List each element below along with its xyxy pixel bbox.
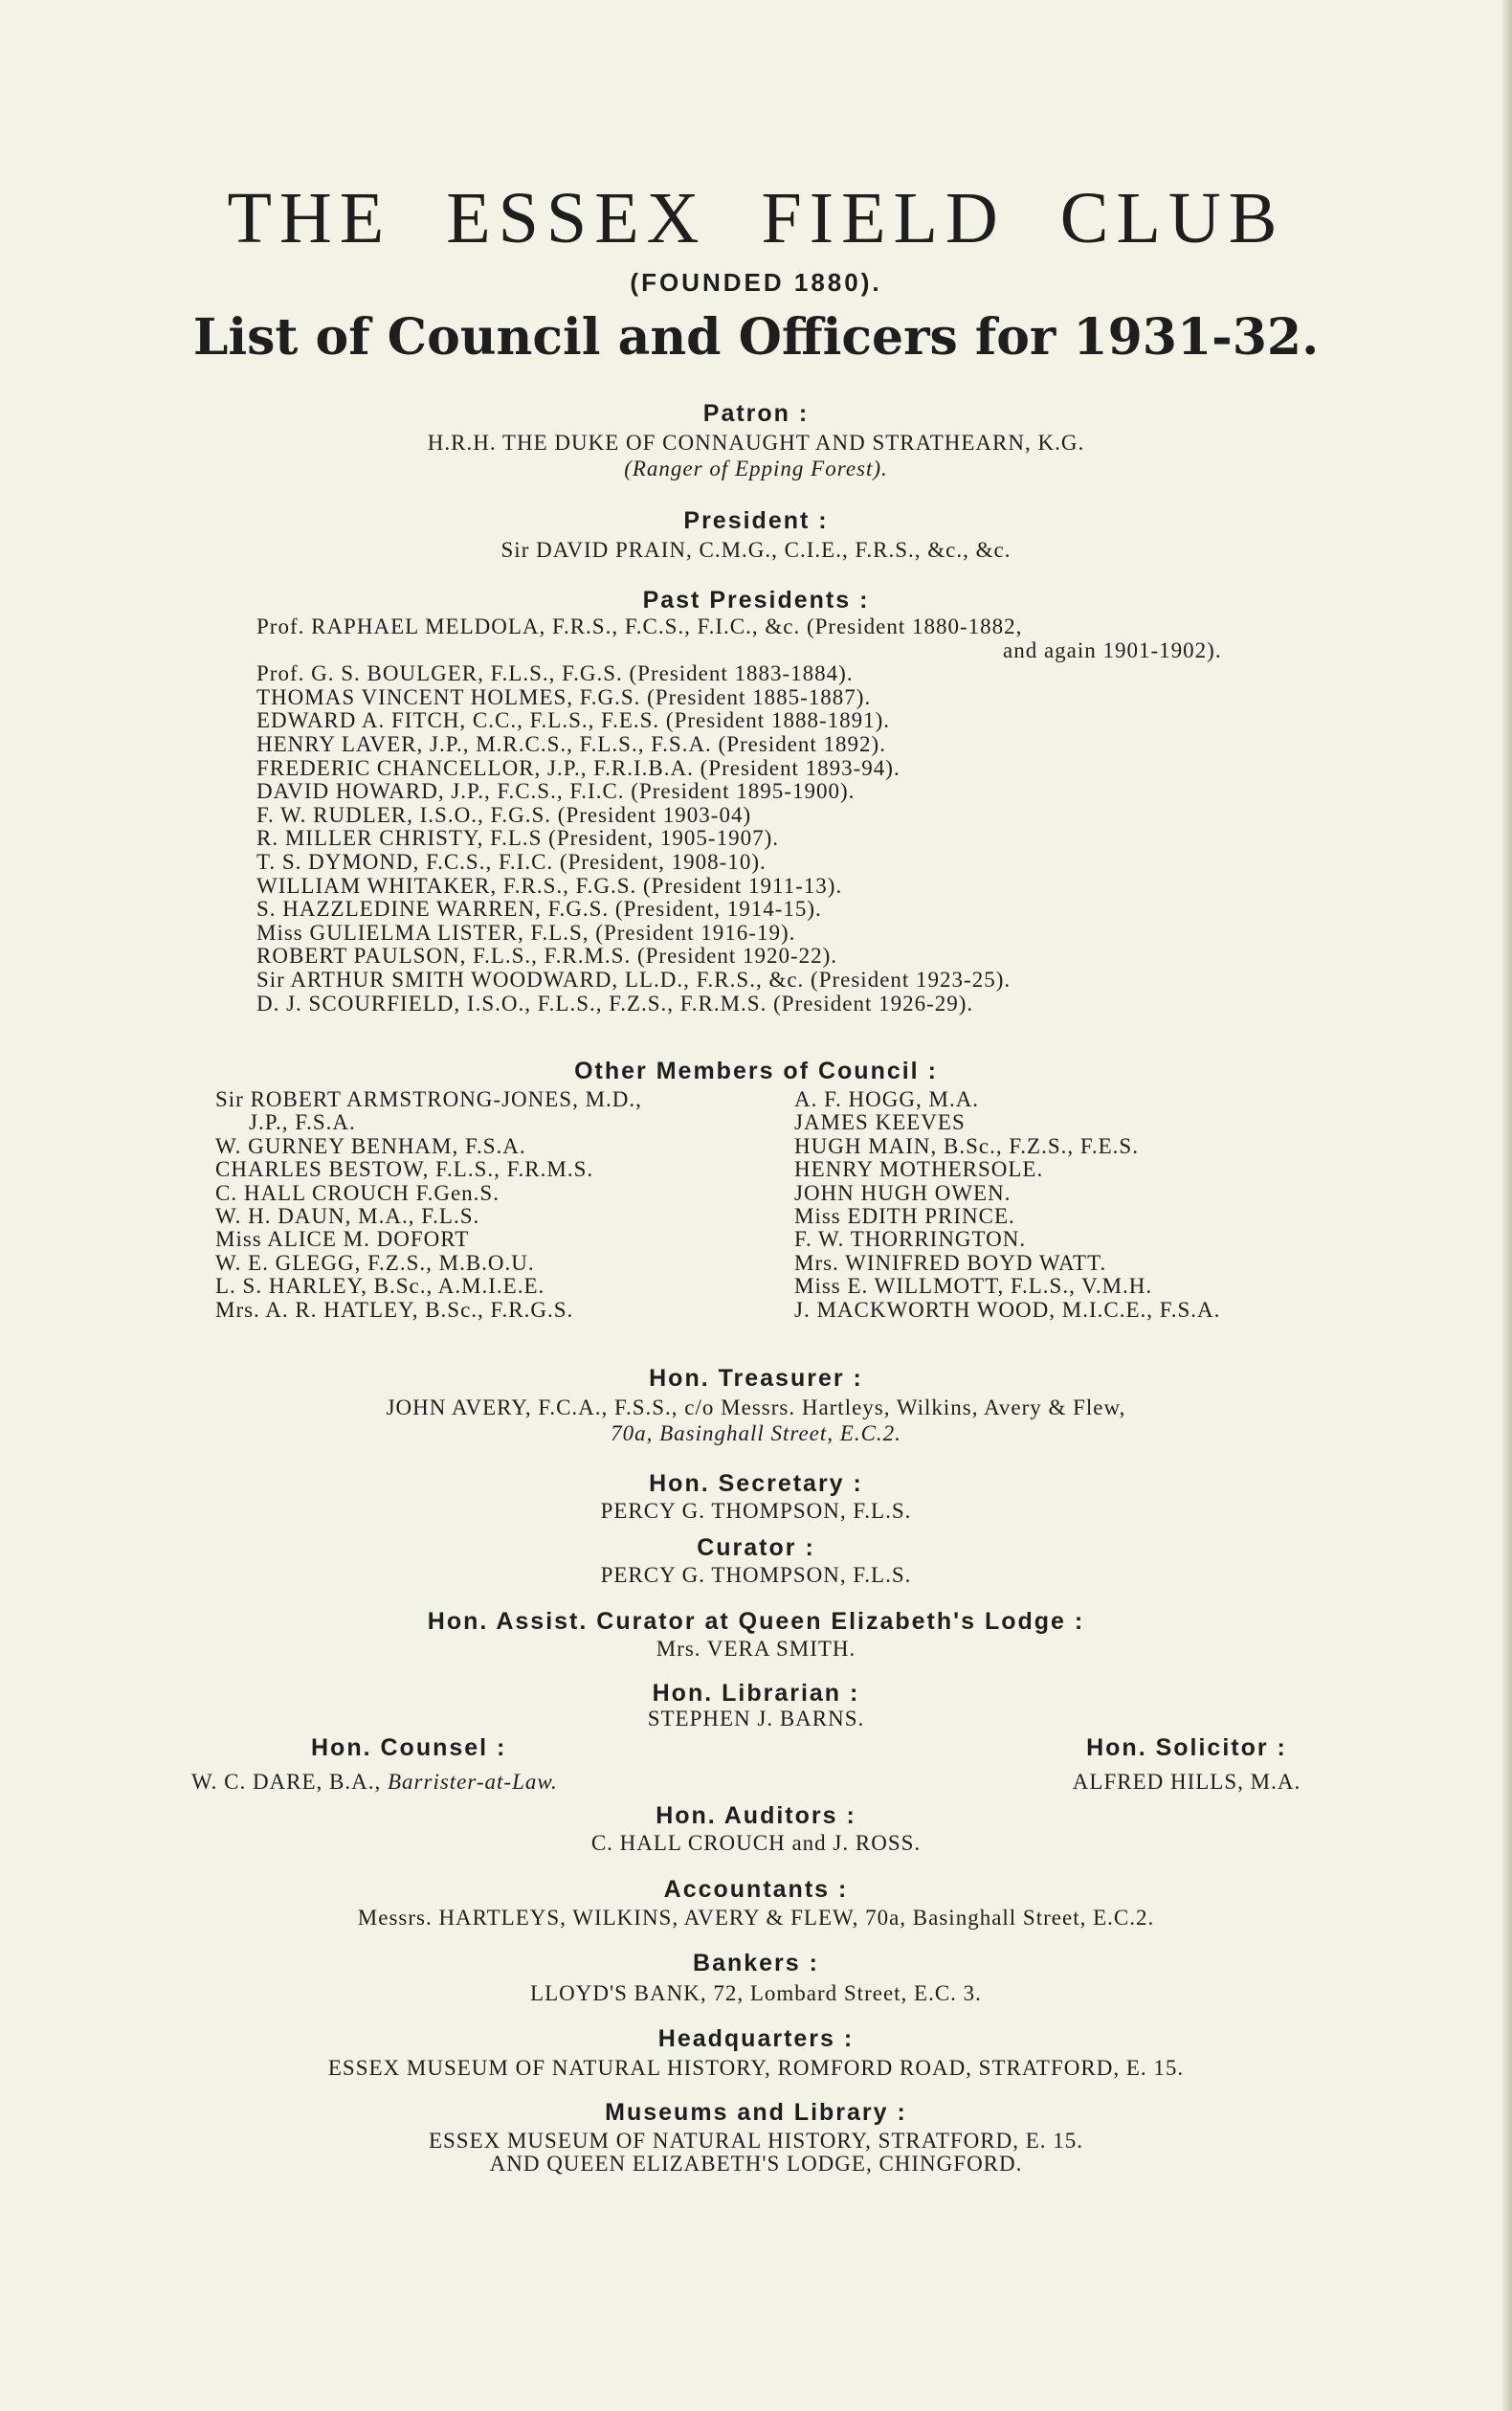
list-item: W. GURNEY BENHAM, F.S.A. bbox=[215, 1133, 526, 1158]
list-item: D. J. SCOURFIELD, I.S.O., F.L.S., F.Z.S., F.R.M.S. (President 1926-29). bbox=[256, 991, 974, 1016]
list-item: J.P., F.S.A. bbox=[249, 1110, 356, 1135]
museums-line-1: ESSEX MUSEUM OF NATURAL HISTORY, STRATFORD, E. 15. bbox=[428, 2129, 1084, 2153]
list-item: EDWARD A. FITCH, C.C., F.L.S., F.E.S. (President 1888-1891). bbox=[256, 708, 891, 733]
secretary-name: PERCY G. THOMPSON, F.L.S. bbox=[600, 1499, 912, 1523]
list-item: CHARLES BESTOW, F.L.S., F.R.M.S. bbox=[215, 1157, 594, 1182]
assist-curator-name: Mrs. VERA SMITH. bbox=[656, 1637, 856, 1661]
list-item: ROBERT PAULSON, F.L.S., F.R.M.S. (President 1920-22). bbox=[256, 944, 838, 969]
patron-heading: Patron : bbox=[702, 400, 810, 427]
council-right-column bbox=[794, 1088, 1220, 1322]
list-item: F. W. THORRINGTON. bbox=[794, 1227, 1027, 1252]
assist-curator-heading: Hon. Assist. Curator at Queen Elizabeth's Lodge : bbox=[427, 1608, 1085, 1635]
curator-name: PERCY G. THOMPSON, F.L.S. bbox=[600, 1563, 912, 1587]
auditors-heading: Hon. Auditors : bbox=[656, 1802, 856, 1829]
counsel-block bbox=[191, 1734, 593, 1795]
list-item: Prof. RAPHAEL MELDOLA, F.R.S., F.C.S., F.I.C., &c. (President 1880-1882, bbox=[256, 614, 1023, 638]
list-item: T. S. DYMOND, F.C.S., F.I.C. (President, 1908-10). bbox=[256, 849, 767, 874]
bankers-name: LLOYD'S BANK, 72, Lombard Street, E.C. 3. bbox=[530, 1981, 982, 2005]
list-item: JAMES KEEVES bbox=[794, 1110, 966, 1135]
accountants-name: Messrs. HARTLEYS, WILKINS, AVERY & FLEW, 70a, Basinghall Street, E.C.2. bbox=[357, 1906, 1155, 1930]
museums-line-2: AND QUEEN ELIZABETH'S LODGE, CHINGFORD. bbox=[489, 2152, 1023, 2176]
list-item: Sir ROBERT ARMSTRONG-JONES, M.D., bbox=[215, 1087, 642, 1111]
list-item: and again 1901-1902). bbox=[1003, 637, 1222, 662]
secretary-heading: Hon. Secretary : bbox=[649, 1470, 863, 1497]
bankers-heading: Bankers : bbox=[693, 1950, 819, 1976]
accountants-heading: Accountants : bbox=[663, 1876, 849, 1903]
solicitor-heading: Hon. Solicitor : bbox=[1086, 1734, 1287, 1761]
librarian-heading: Hon. Librarian : bbox=[652, 1680, 860, 1707]
list-item: HENRY LAVER, J.P., M.R.C.S., F.L.S., F.S.A. (President 1892). bbox=[256, 731, 886, 756]
president-name: Sir DAVID PRAIN, C.M.G., C.I.E., F.R.S., &c., &c. bbox=[500, 538, 1012, 562]
list-item: FREDERIC CHANCELLOR, J.P., F.R.I.B.A. (President 1893-94). bbox=[256, 755, 901, 780]
list-item: Prof. G. S. BOULGER, F.L.S., F.G.S. (President 1883-1884). bbox=[256, 661, 854, 686]
list-item: Miss GULIELMA LISTER, F.L.S, (President 1916-19). bbox=[256, 920, 796, 945]
patron-name: H.R.H. THE DUKE OF CONNAUGHT AND STRATHEARN, K.G. bbox=[427, 431, 1085, 455]
list-item: Miss EDITH PRINCE. bbox=[794, 1204, 1015, 1229]
council-heading: Other Members of Council : bbox=[574, 1058, 938, 1084]
list-item: Sir ARTHUR SMITH WOODWARD, LL.D., F.R.S., &c. (President 1923-25). bbox=[256, 967, 1012, 992]
counsel-heading: Hon. Counsel : bbox=[311, 1734, 507, 1761]
headquarters-heading: Headquarters : bbox=[657, 2025, 855, 2052]
list-item: S. HAZZLEDINE WARREN, F.G.S. (President, 1914-15). bbox=[256, 897, 822, 922]
museums-heading: Museums and Library : bbox=[605, 2099, 907, 2126]
page-title: THE ESSEX FIELD CLUB bbox=[227, 178, 1285, 258]
list-item: JOHN HUGH OWEN. bbox=[794, 1180, 1012, 1205]
counsel-name: W. C. DARE, B.A., bbox=[191, 1770, 382, 1794]
list-item: DAVID HOWARD, J.P., F.C.S., F.I.C. (President 1895-1900). bbox=[256, 779, 856, 804]
list-item: THOMAS VINCENT HOLMES, F.G.S. (President 1885-1887). bbox=[256, 684, 872, 709]
list-item: Miss ALICE M. DOFORT bbox=[215, 1227, 470, 1252]
list-item: Mrs. WINIFRED BOYD WATT. bbox=[794, 1250, 1107, 1275]
past-presidents-heading: Past Presidents : bbox=[642, 587, 870, 614]
list-item: Mrs. A. R. HATLEY, B.Sc., F.R.G.S. bbox=[215, 1297, 574, 1322]
list-item: F. W. RUDLER, I.S.O., F.G.S. (President 1903-04) bbox=[256, 802, 752, 827]
list-item: W. H. DAUN, M.A., F.L.S. bbox=[215, 1204, 480, 1229]
auditors-name: C. HALL CROUCH and J. ROSS. bbox=[590, 1831, 922, 1855]
list-item: A. F. HOGG, M.A. bbox=[794, 1087, 980, 1111]
patron-note: (Ranger of Epping Forest). bbox=[624, 457, 888, 480]
list-item: WILLIAM WHITAKER, F.R.S., F.G.S. (President 1911-13). bbox=[256, 873, 843, 898]
list-title: List of Council and Officers for 1931-32. bbox=[192, 308, 1320, 367]
list-item: R. MILLER CHRISTY, F.L.S (President, 1905-1907). bbox=[256, 826, 779, 851]
list-item: C. HALL CROUCH F.Gen.S. bbox=[215, 1180, 500, 1205]
curator-heading: Curator : bbox=[697, 1534, 815, 1561]
counsel-note: Barrister-at-Law. bbox=[388, 1770, 558, 1794]
list-item: J. MACKWORTH WOOD, M.I.C.E., F.S.A. bbox=[794, 1297, 1221, 1322]
past-presidents-list bbox=[256, 615, 1309, 1016]
founded-line: (FOUNDED 1880). bbox=[630, 268, 882, 297]
list-item: W. E. GLEGG, F.Z.S., M.B.O.U. bbox=[215, 1250, 535, 1275]
page-edge bbox=[1502, 0, 1512, 2411]
librarian-name: STEPHEN J. BARNS. bbox=[647, 1707, 865, 1730]
solicitor-name: ALFRED HILLS, M.A. bbox=[1072, 1770, 1301, 1794]
treasurer-line-2: 70a, Basinghall Street, E.C.2. bbox=[611, 1421, 901, 1445]
list-item: HUGH MAIN, B.Sc., F.Z.S., F.E.S. bbox=[794, 1133, 1139, 1158]
list-item: HENRY MOTHERSOLE. bbox=[794, 1157, 1044, 1182]
council-left-column bbox=[215, 1088, 642, 1322]
treasurer-line-1: JOHN AVERY, F.C.A., F.S.S., c/o Messrs. Hartleys, Wilkins, Avery & Flew, bbox=[386, 1395, 1126, 1419]
headquarters-name: ESSEX MUSEUM OF NATURAL HISTORY, ROMFORD ROAD, STRATFORD, E. 15. bbox=[327, 2056, 1185, 2080]
list-item: Miss E. WILLMOTT, F.L.S., V.M.H. bbox=[794, 1274, 1153, 1299]
solicitor-block bbox=[1014, 1734, 1359, 1795]
list-item: L. S. HARLEY, B.Sc., A.M.I.E.E. bbox=[215, 1274, 545, 1299]
president-heading: President : bbox=[683, 507, 829, 534]
treasurer-heading: Hon. Treasurer : bbox=[649, 1365, 863, 1392]
